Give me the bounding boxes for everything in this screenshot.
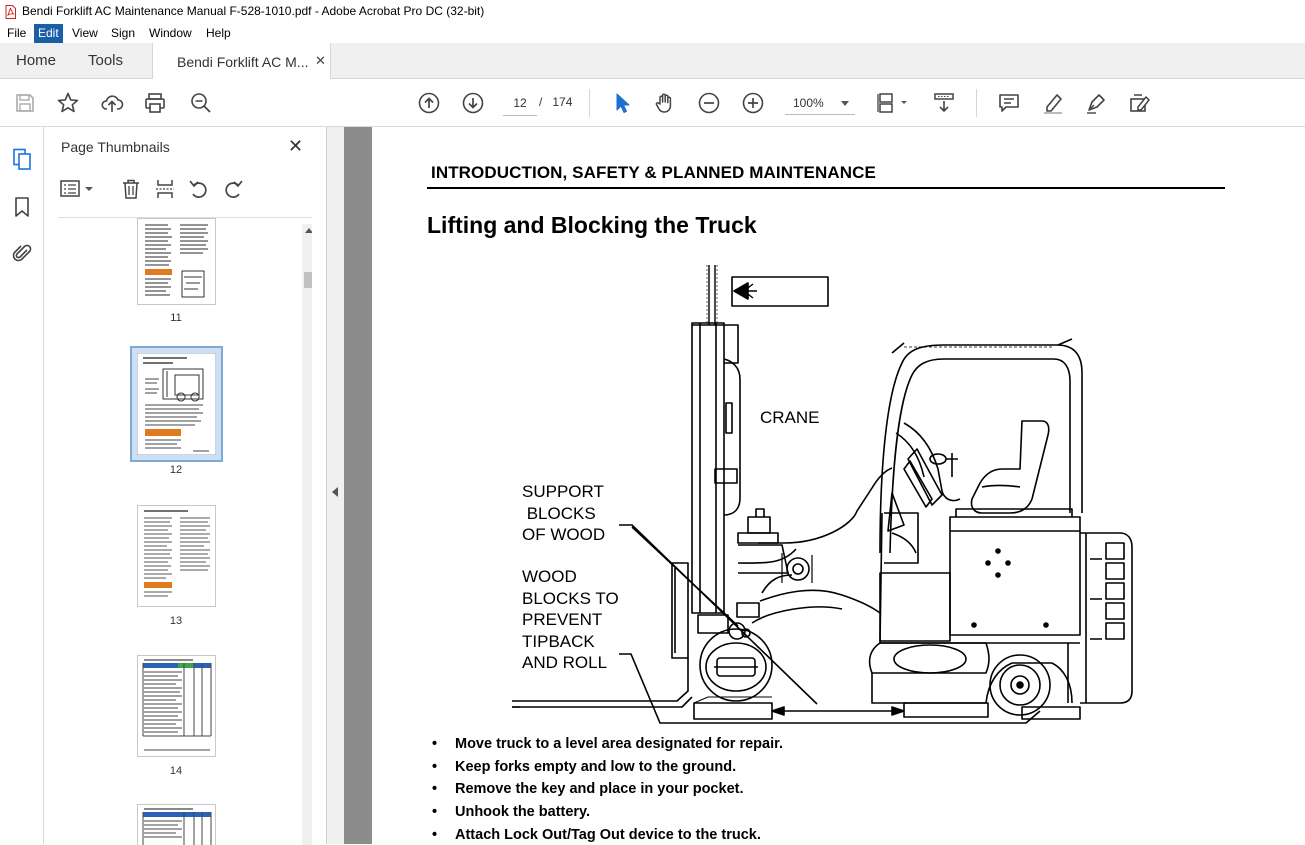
scroll-up-icon[interactable] bbox=[305, 228, 312, 233]
bullet-dot: • bbox=[432, 736, 438, 752]
list-item-text: Unhook the battery. bbox=[455, 804, 591, 821]
rotate-left-icon[interactable] bbox=[188, 178, 210, 200]
list-item-text: Keep forks empty and low to the ground. bbox=[455, 758, 737, 775]
thumbnail-page-number: 14 bbox=[169, 765, 183, 777]
thumbnail-page-number: 12 bbox=[169, 464, 183, 476]
page-preview bbox=[138, 219, 215, 304]
bullet-dot: • bbox=[432, 781, 438, 798]
thumbnail-options-icon[interactable] bbox=[60, 178, 96, 200]
next-page-icon[interactable] bbox=[461, 91, 485, 115]
bullet-dot: • bbox=[432, 758, 438, 775]
chevron-down-icon bbox=[841, 101, 849, 106]
thumbnail-page-number: 13 bbox=[169, 615, 183, 627]
thumbnail-page-11[interactable] bbox=[137, 218, 216, 305]
menu-edit[interactable]: Edit bbox=[34, 24, 63, 43]
menu-window[interactable]: Window bbox=[149, 26, 192, 40]
fill-sign-icon[interactable] bbox=[1128, 91, 1152, 115]
heading-rule bbox=[427, 187, 1225, 189]
page-fit-icon[interactable] bbox=[875, 91, 911, 115]
thumbnail-page-13[interactable] bbox=[137, 505, 216, 607]
thumbnail-list[interactable] bbox=[58, 217, 312, 845]
zoom-out-icon[interactable] bbox=[697, 91, 721, 115]
pdf-file-icon bbox=[5, 5, 16, 19]
bookmark-icon[interactable] bbox=[10, 195, 34, 219]
close-tab-icon[interactable]: ✕ bbox=[315, 53, 326, 68]
page-preview bbox=[138, 805, 215, 845]
list-item-text: Remove the key and place in your pocket. bbox=[455, 781, 744, 798]
zoom-level-select[interactable] bbox=[785, 92, 855, 115]
previous-page-icon[interactable] bbox=[417, 91, 441, 115]
draw-sign-icon[interactable] bbox=[1084, 91, 1108, 115]
menu-view[interactable]: View bbox=[72, 26, 98, 40]
comment-icon[interactable] bbox=[997, 91, 1021, 115]
zoom-in-icon[interactable] bbox=[741, 91, 765, 115]
bullet-dot: • bbox=[432, 804, 438, 821]
bullet-dot: • bbox=[432, 826, 438, 843]
label-wood-blocks: WOOD BLOCKS TO PREVENT TIPBACK AND ROLL bbox=[522, 567, 619, 672]
page-separator: / bbox=[539, 95, 543, 109]
page-number-input[interactable] bbox=[503, 91, 537, 116]
insert-page-icon[interactable] bbox=[154, 178, 176, 200]
thumbnail-page-12-selected[interactable] bbox=[130, 346, 223, 462]
bookmark-star-icon[interactable] bbox=[56, 91, 80, 115]
delete-page-icon[interactable] bbox=[120, 178, 142, 200]
toolbar-separator bbox=[976, 89, 977, 117]
tab-bar bbox=[0, 43, 1305, 79]
collapse-panel-icon[interactable] bbox=[332, 487, 338, 497]
upload-cloud-icon[interactable] bbox=[100, 91, 124, 115]
panel-title: Page Thumbnails bbox=[61, 139, 170, 155]
page-count bbox=[539, 95, 572, 109]
list-item-text: Move truck to a level area designated for repair. bbox=[455, 736, 783, 752]
menu-help[interactable]: Help bbox=[206, 26, 231, 40]
forklift-lifting-diagram bbox=[512, 263, 1152, 733]
thumbnail-page-14[interactable] bbox=[137, 655, 216, 757]
navigation-rail bbox=[0, 127, 44, 844]
page-thumbnails-icon[interactable] bbox=[10, 147, 34, 171]
title-bar bbox=[0, 0, 1305, 24]
page-preview bbox=[137, 353, 216, 455]
toolbar bbox=[0, 79, 1305, 127]
zoom-level-value: 100% bbox=[793, 96, 824, 110]
thumbnail-scrollbar[interactable] bbox=[302, 224, 312, 845]
scrollbar-thumb[interactable] bbox=[304, 272, 312, 288]
tab-tools[interactable]: Tools bbox=[88, 52, 124, 69]
print-icon[interactable] bbox=[143, 91, 167, 115]
total-pages: 174 bbox=[552, 95, 573, 109]
hand-tool-icon[interactable] bbox=[653, 91, 677, 115]
page-preview bbox=[138, 656, 215, 756]
panel-splitter[interactable] bbox=[327, 127, 344, 844]
tab-document-label: Bendi Forklift AC M... bbox=[177, 54, 309, 70]
thumbnail-page-15[interactable] bbox=[137, 804, 216, 845]
label-crane: CRANE bbox=[760, 408, 820, 427]
select-cursor-icon[interactable] bbox=[610, 91, 634, 115]
page-preview bbox=[138, 506, 215, 606]
attachment-icon[interactable] bbox=[10, 241, 34, 265]
highlight-pen-icon[interactable] bbox=[1041, 91, 1065, 115]
document-view[interactable] bbox=[344, 127, 1305, 844]
label-support-blocks: SUPPORT BLOCKS OF WOOD bbox=[522, 482, 606, 544]
tab-home[interactable]: Home bbox=[16, 52, 57, 69]
pdf-page bbox=[372, 127, 1305, 844]
toolbar-separator bbox=[589, 89, 590, 117]
scroll-mode-icon[interactable] bbox=[932, 91, 956, 115]
rotate-right-icon[interactable] bbox=[222, 178, 244, 200]
menu-bar bbox=[0, 24, 1305, 43]
section-heading: INTRODUCTION, SAFETY & PLANNED MAINTENANCE bbox=[431, 163, 876, 182]
close-panel-icon[interactable]: ✕ bbox=[288, 136, 304, 156]
thumbnails-panel bbox=[44, 127, 327, 844]
menu-file[interactable]: File bbox=[7, 26, 27, 40]
tab-document[interactable] bbox=[152, 43, 331, 79]
list-item-text: Attach Lock Out/Tag Out device to the truck. bbox=[455, 826, 761, 843]
page-title: Lifting and Blocking the Truck bbox=[427, 212, 757, 238]
search-zoom-icon[interactable] bbox=[189, 91, 213, 115]
menu-sign[interactable]: Sign bbox=[111, 26, 136, 40]
thumbnail-page-number: 11 bbox=[170, 312, 182, 324]
window-title: Bendi Forklift AC Maintenance Manual F-528-1010.pdf - Adobe Acrobat Pro DC (32-bit) bbox=[22, 4, 485, 18]
save-icon[interactable] bbox=[13, 91, 37, 115]
